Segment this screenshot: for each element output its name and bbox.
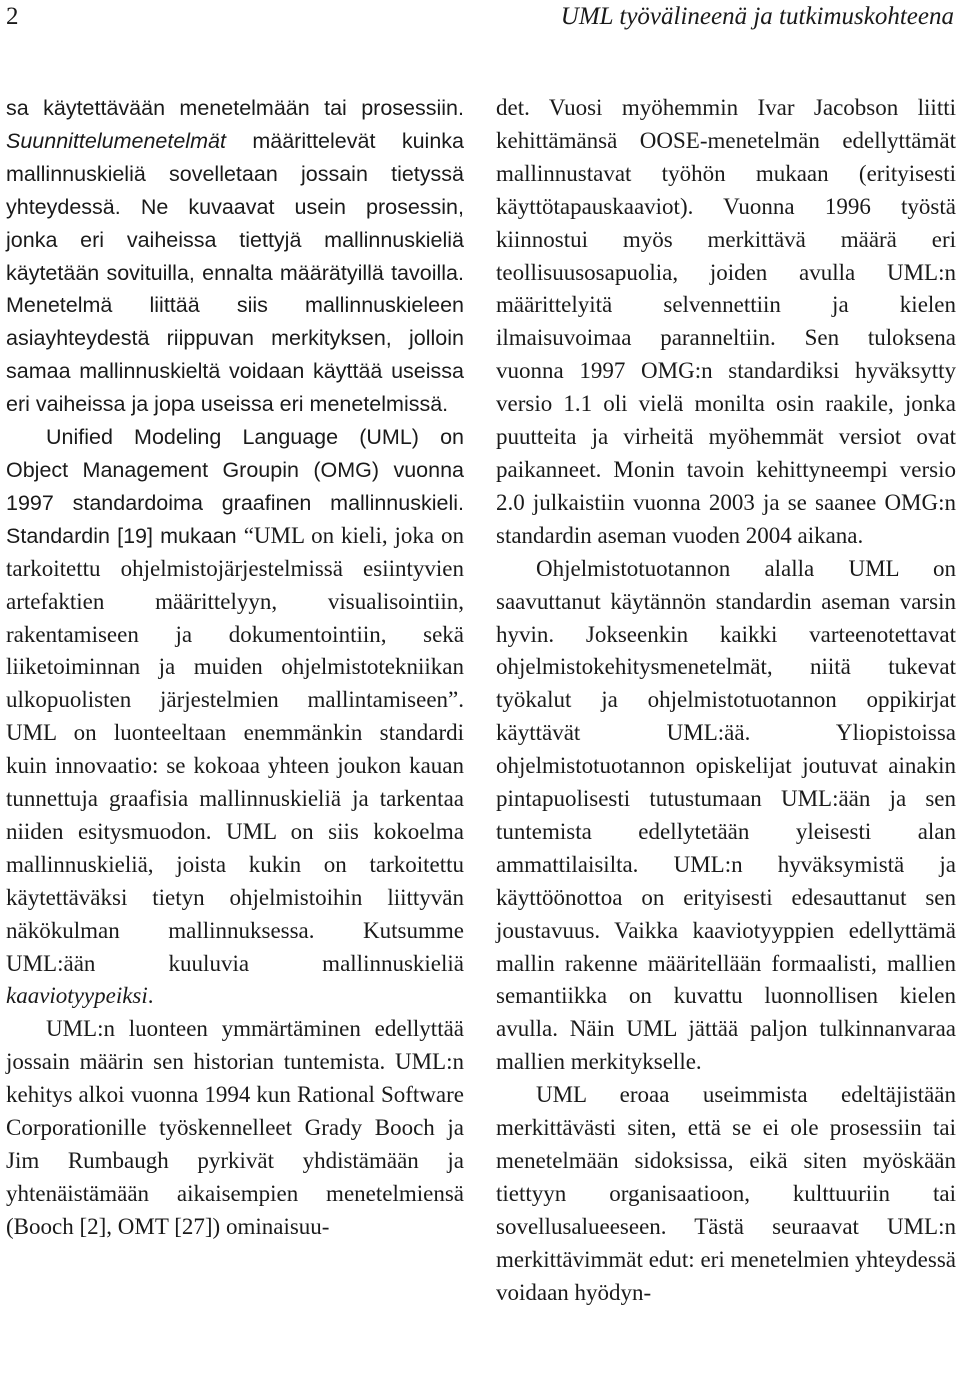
- right-paragraph-2: Ohjelmistotuotannon alalla UML on saavuttanut käytännön standardin aseman varsin hyvin. Jokseenkin kaikki varteenotettavat ohjelmistokehitysmenetelmät, niitä tukevat työkalut ja ohjelmistotuotannon oppikirjat käyttävät UML:ää. Yliopistoissa ohjelmistotuotannon opiskelijat joutuvat ainakin pintapuolisesti tutustumaan UML:ään ja sen tuntemista edellytetään yleisesti alan ammattilaisilta. UML:n hyväksymistä ja käyttöönottoa on erityisesti edesauttanut sen joustavuus. Vaikka kaaviotyyppien edellyttämä mallin rakenne määritellään formaalisti, mallien semantiikka on kuvattu luonnollisen kielen avulla. Näin UML jättää paljon tulkinnanvaraa mallien merkitykselle.: [496, 555, 956, 1075]
- left-p1-rest: määrittelevät kuinka mallinnuskieliä sovelletaan jossain tietyssä yhteydessä. Ne kuvaavat usein prosessin, jonka eri vaiheissa tiettyjä mallinnuskieliä käytetään sovituilla, ennalta määrätyillä tavoilla. Menetelmä liittää siis mallinnuskieleen asiayhteydestä riippuvan merkityksen, jolloin samaa mallinnuskieltä voidaan käyttää useissa eri vaiheissa ja jopa useissa eri menetelmissä.: [6, 128, 464, 417]
- left-p1-emphasis: Suunnittelumenetelmät: [6, 128, 226, 153]
- left-paragraph-3: UML:n luonteen ymmärtäminen edellyttää jossain määrin sen historian tuntemista. UML:n kehitys alkoi vuonna 1994 kun Rational Software Corporationille työskennelleet Grady Booch ja Jim Rumbaugh pyrkivät yhdistämään ja yhtenäistämään aikaisempien menetelmiensä (Booch [2], OMT [27]) ominaisuu-: [6, 1016, 464, 1239]
- left-paragraph-2: [6, 421, 464, 1013]
- right-column: [496, 92, 956, 1310]
- page-number: 2: [6, 3, 19, 30]
- left-column: [6, 92, 464, 1244]
- left-p2-serif: [6, 523, 464, 1009]
- right-paragraph-3: UML eroaa useimmista edeltäjistään merkittävästi siten, että se ei ole prosessiin tai menetelmään sidoksissa, eikä siten myöskään tiettyyn organisaatioon, kulttuuriin tai sovellusalueeseen. Tästä seuraavat UML:n merkittävimmät edut: eri menetelmien yhteydessä voidaan hyödyn-: [496, 1082, 956, 1305]
- left-p2-emphasis: kaaviotyypeiksi: [6, 983, 148, 1009]
- page-header: [0, 0, 960, 60]
- left-p2-sans: Unified Modeling Language (UML) on Object Management Groupin (OMG) vuonna 1997 standardoima graafinen mallinnuskieli. Standardin [19] mukaan: [6, 425, 464, 548]
- left-paragraph-1: [6, 92, 464, 421]
- running-title: UML työvälineenä ja tutkimuskohteena: [560, 3, 954, 30]
- left-p2-quote: “UML on kieli, joka on tarkoitettu ohjelmistojärjestelmissä esiintyvien artefaktien määrittelyyn, visualisointiin, rakentamiseen ja dokumentointiin, sekä liiketoiminnan ja muiden ohjelmistotekniikan ulkopuolisten järjestelmien mallintamiseen”. UML on luonteeltaan enemmänkin standardi kuin innovaatio: se kokoaa yhteen joukon kauan tunnettuja graafisia mallinnuskieliä ja tarkentaa niiden esitysmuodon. UML on siis kokoelma mallinnuskieliä, joista kukin on tarkoitettu käytettäväksi tietyn ohjelmistoihin liittyvän näkökulman mallinnuksessa. Kutsumme UML:ään kuuluvia mallinnuskieliä: [6, 522, 464, 976]
- left-p2-end: .: [147, 983, 154, 1009]
- right-paragraph-1: det. Vuosi myöhemmin Ivar Jacobson liitti kehittämänsä OOSE-menetelmän edellyttämät mallinnustavat työhön mukaan (erityisesti käyttötapauskaaviot). Vuonna 1996 työstä kiinnostui myös merkittävä määrä eri teollisuusosapuolia, joiden avulla UML:n määrittelyitä selvennettiin ja kielen ilmaisuvoimaa paranneltiin. Sen tuloksena vuonna 1997 OMG:n standardiksi hyväksytty versio 1.1 oli vielä monilta osin raakile, jonka puutteita ja virheitä myöhemmät versiot ovat paikanneet. Monin tavoin kehittyneempi versio 2.0 julkaistiin vuonna 2003 ja se saanee OMG:n standardin aseman vuoden 2004 aikana.: [496, 95, 956, 548]
- left-p1-start: sa käytettävään menetelmään tai prosessiin.: [6, 96, 464, 120]
